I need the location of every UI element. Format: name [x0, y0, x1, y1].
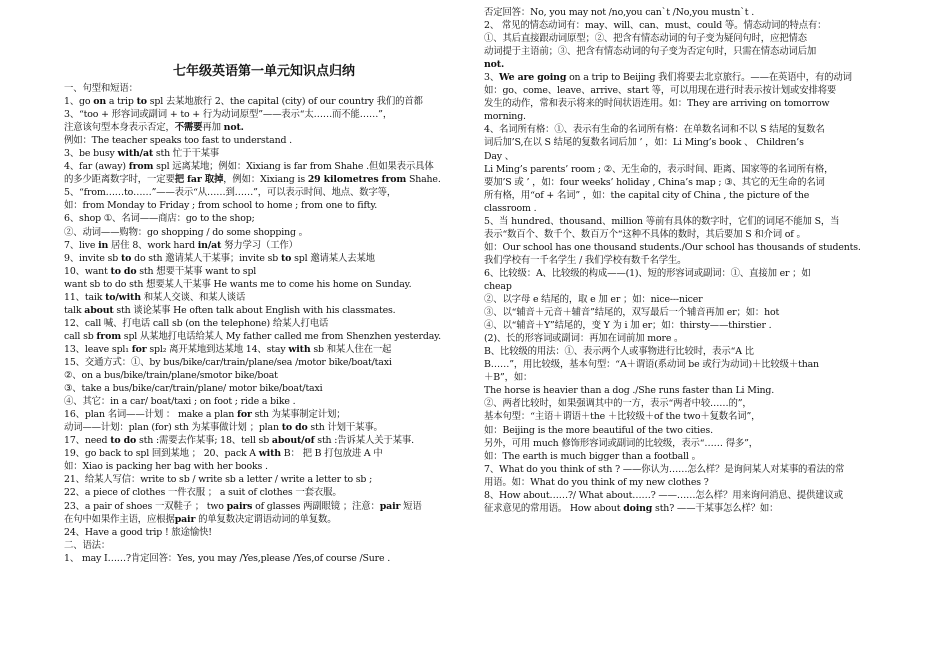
text-run: 1、go: [64, 96, 94, 108]
text-run: 4、名词所有格：①、表示有生命的名词所有格：在单数名词和不以 S 结尾的复数名: [484, 124, 825, 136]
bold-text: to do: [110, 435, 137, 447]
text-run: 的单复数决定谓语动词的单复数。: [195, 513, 337, 525]
text-run: 基本句型：“主语＋谓语＋the ＋比较级＋of the two＋复数名词”，: [484, 411, 761, 423]
text-line: [484, 397, 886, 410]
bold-text: We are going: [499, 72, 567, 84]
bold-text: pair: [174, 513, 196, 525]
bold-text: on: [93, 96, 106, 108]
text-run: The horse is heavier than a dog ./She runs faster than Li Ming.: [484, 385, 775, 397]
text-run: 否定回答：No, you may not /no,you can`t /No,you mustn`t .: [484, 7, 755, 18]
right-column: [484, 7, 886, 515]
text-run: 短语: [400, 500, 422, 512]
text-run: 如：The earth is much bigger than a football 。: [484, 450, 701, 462]
text-run: 的多少距离数字时，一定要: [64, 174, 175, 186]
text-run: of glasses 两副眼镜 ；注意：: [252, 500, 380, 512]
text-run: 表示“数百个、数千个、数百万个“这种不具体的数时，其后要加 S 和介词 of 。: [484, 228, 806, 240]
text-line: [484, 176, 886, 189]
text-line: [484, 123, 886, 136]
text-run: sb 和某人住在一起: [310, 343, 392, 355]
text-run: 二、语法：: [64, 539, 111, 551]
text-line: [64, 317, 464, 330]
text-line: [64, 226, 464, 239]
text-line: [484, 202, 886, 215]
text-run: 10、want: [64, 265, 111, 277]
text-line: [64, 369, 464, 382]
text-line: [484, 254, 886, 267]
text-run: sth 为某事制定计划；: [251, 409, 346, 421]
text-line: [484, 463, 886, 476]
text-line: [64, 173, 464, 186]
right-text-lines: [484, 6, 886, 515]
text-line: [64, 526, 464, 539]
text-line: [484, 319, 886, 332]
text-run: 词后加’S,在以 S 结尾的复数名词后加 ’ ，如：Li Ming’s book 、 Children’s: [484, 137, 804, 149]
text-run: 17、need: [64, 435, 111, 447]
text-run: ④、其它：in a car/ boat/taxi ; on foot ; ride a bike .: [64, 396, 296, 408]
text-run: ②、动词——购物：go shopping / do some shopping 。: [64, 226, 308, 238]
text-line: [484, 267, 886, 280]
text-run: 16、plan 名词——计划 ： make a plan: [64, 409, 238, 421]
text-line: [64, 95, 464, 108]
text-line: [484, 6, 886, 19]
text-line: [64, 447, 464, 460]
text-run: B……”，用比较级，基本句型：“A＋谓语(系动词 be 或行为动词)＋比较级＋than: [484, 359, 819, 371]
bold-text: with: [258, 448, 281, 460]
text-line: [64, 513, 464, 526]
text-run: 11、taik: [64, 291, 106, 303]
text-line: [484, 450, 886, 463]
text-line: [64, 500, 464, 513]
text-run: 4、far (away): [64, 161, 129, 173]
text-run: spl 远离某地；例如：Xixiang is far from Shahe .但如果表示具体: [153, 161, 434, 173]
text-run: 居住 8、work hard: [108, 239, 198, 251]
text-run: 15、交通方式：①、by bus/bike/car/train/plane/sea /motor bike/boat/taxi: [64, 356, 392, 368]
text-run: do sth 邀请某人干某事；invite sb: [131, 252, 281, 264]
text-line: [64, 134, 464, 147]
text-line: [64, 552, 464, 565]
text-run: 1、 may I……?肯定回答：Yes, you may /Yes,please /Yes,of course /Sure .: [64, 552, 391, 564]
text-line: [64, 291, 464, 304]
text-line: [484, 215, 886, 228]
text-line: [64, 539, 464, 552]
text-run: 如：Xiao is packing her bag with her books .: [64, 461, 268, 473]
text-run: 发生的动作，常和表示将来的时间状语连用。如：They are arriving on tomorrow: [484, 98, 830, 110]
text-run: 动词——计划：plan (for) sth 为某事做计划 ；plan: [64, 422, 282, 434]
text-run: talk: [64, 304, 85, 316]
bold-text: with: [288, 343, 311, 355]
text-line: [64, 108, 464, 121]
text-run: (2)、长的形容词或副词：再加在词前加 more 。: [484, 333, 684, 345]
bold-text: for: [237, 409, 252, 421]
bold-text: to: [120, 252, 132, 264]
text-run: call sb: [64, 330, 97, 342]
bold-text: about: [84, 304, 114, 316]
text-line: [484, 476, 886, 489]
bold-text: with/at: [117, 148, 154, 160]
text-line: [64, 82, 464, 95]
text-run: sth 谈论某事 He often talk about English with his classmates.: [113, 304, 396, 316]
text-line: [64, 434, 464, 447]
text-run: ，例如：Xixiang is: [223, 174, 308, 186]
text-line: [484, 32, 886, 45]
text-line: [484, 84, 886, 97]
text-line: [64, 330, 464, 343]
text-line: [484, 58, 886, 71]
text-run: 如：Beijing is the more beautiful of the two cities.: [484, 424, 713, 436]
text-line: [64, 278, 464, 291]
text-run: spl 邀请某人去某地: [291, 252, 375, 264]
text-run: 再加: [202, 122, 224, 134]
text-run: ②、on a bus/bike/train/plane/smotor bike/boat: [64, 370, 278, 382]
left-column: [64, 62, 464, 565]
text-run: ②、以字母 e 结尾的，取 e 加 er ；如：nice---nicer: [484, 294, 703, 306]
text-run: spl₂ 离开某地到达某地 14、stay: [146, 343, 289, 355]
text-run: sth :告诉某人关于某事.: [314, 435, 414, 447]
text-run: 所有格，用“of + 名词” ，如：the capital city of China , the picture of the: [484, 189, 810, 201]
text-line: [484, 384, 886, 397]
bold-text: about/of: [271, 435, 315, 447]
text-run: Day 、: [484, 150, 515, 162]
text-line: [64, 382, 464, 395]
bold-text: 不需要: [174, 122, 203, 134]
text-run: 在句中如果作主语，应根据: [64, 513, 175, 525]
text-run: ①、其后直接跟动词原型；②、把含有情态动词的句子变为疑问句时，应把情态: [484, 33, 807, 45]
text-run: 21、给某人写信：write to sb / write sb a letter / write a letter to sb ;: [64, 474, 373, 486]
text-line: [484, 110, 886, 123]
text-line: [484, 410, 886, 423]
text-line: [484, 358, 886, 371]
bold-text: not.: [484, 59, 505, 71]
left-text-lines: [64, 82, 464, 565]
text-line: [64, 304, 464, 317]
text-run: sth 忙于干某事: [153, 148, 220, 160]
text-line: [484, 136, 886, 149]
text-line: [484, 97, 886, 110]
text-run: cheap: [484, 280, 512, 292]
text-run: B： 把 B 打包放进 A 中: [280, 448, 383, 460]
text-run: 6、shop ①、名词——商店：go to the shop;: [64, 213, 255, 225]
bold-text: to: [281, 252, 292, 264]
text-line: [484, 332, 886, 345]
text-run: 动词提于主语前；③、把含有情态动词的句子变为否定句时，只需在情态动词后加: [484, 46, 817, 58]
bold-text: from: [96, 330, 121, 342]
text-line: [484, 293, 886, 306]
bold-text: from: [128, 161, 154, 173]
text-run: 22、a piece of clothes 一件衣服 ； a suit of clothes 一套衣服。: [64, 487, 342, 499]
text-line: [64, 147, 464, 160]
text-run: classroom .: [484, 202, 537, 214]
text-line: [64, 356, 464, 369]
text-run: 如：Our school has one thousand students./Our school has thousands of students.: [484, 241, 861, 253]
text-run: 8、How about……?/ What about……? ——……怎么样？用来询问消息、提供建议或: [484, 489, 843, 501]
text-run: 例如：The teacher speaks too fast to understand .: [64, 135, 292, 147]
text-run: ＋B”，如：: [484, 372, 533, 384]
text-run: 13、leave spl: [64, 343, 126, 355]
text-line: [484, 280, 886, 293]
text-run: sth 想要干某事 want to spl: [136, 265, 257, 277]
text-run: Shahe.: [406, 174, 441, 186]
text-run: ③、以“辅音＋元音＋辅音”结尾的，双写最后一个辅音再加 er；如：hot: [484, 307, 780, 319]
text-run: 19、go back to spl 回到某地 ； 20、pack A: [64, 448, 259, 460]
text-line: [64, 239, 464, 252]
text-run: 征求意见的常用语。 How about: [484, 502, 624, 514]
text-line: [64, 460, 464, 473]
text-line: [484, 371, 886, 384]
text-run: 3、be busy: [64, 148, 118, 160]
text-run: 一、句型和短语：: [64, 83, 138, 94]
text-run: sth 计划干某事。: [307, 422, 383, 434]
text-run: 要加’S 或 ’ ，如：four weeks’ holiday , China’s map ; ③、其它的无生命的名词: [484, 176, 825, 188]
text-run: 和某人交谈、和某人谈话: [140, 291, 246, 303]
text-line: [64, 160, 464, 173]
text-line: [484, 45, 886, 58]
text-run: 9、invite sb: [64, 252, 121, 264]
text-run: 7、live: [64, 239, 99, 251]
text-line: [64, 421, 464, 434]
text-run: 3、: [484, 72, 500, 84]
text-run: morning.: [484, 111, 526, 123]
text-line: [484, 424, 886, 437]
bold-text: to do: [110, 265, 137, 277]
text-line: [484, 19, 886, 32]
bold-text: to/with: [105, 291, 141, 303]
text-line: [64, 199, 464, 212]
text-run: a trip: [106, 96, 137, 108]
text-line: [64, 252, 464, 265]
text-run: 2、 常见的情态动词有：may、will、can、must、could 等。情态动词的特点有：: [484, 20, 827, 32]
text-line: [484, 71, 886, 84]
text-run: B、比较级的用法：①、表示两个人或事物进行比较时，表示“A 比: [484, 346, 754, 358]
bold-text: pair: [379, 500, 401, 512]
text-line: [64, 343, 464, 356]
text-line: [64, 486, 464, 499]
text-line: [484, 489, 886, 502]
text-line: [484, 189, 886, 202]
text-line: [64, 265, 464, 278]
text-run: 23、a pair of shoes 一双鞋子 ； two: [64, 500, 227, 512]
text-run: 如：from Monday to Friday ; from school to home ; from one to fifty.: [64, 200, 378, 212]
text-line: [64, 395, 464, 408]
text-line: [484, 241, 886, 254]
text-run: 6、比较级：A、比较级的构成——(1)、短的形容词或副词：①、直接加 er ；如: [484, 267, 811, 279]
text-run: 24、Have a good trip ! 旅途愉快!: [64, 526, 212, 538]
text-run: spl 去某地旅行 2、the capital (city) of our country 我们的首都: [146, 96, 423, 108]
text-run: 另外，可用 much 修饰形容词或副词的比较级，表示“…… 得多”，: [484, 437, 759, 449]
text-run: Li Ming’s parents’ room ; ②、无生命的，表示时间、距离、国家等的名词所有格，: [484, 163, 834, 175]
text-line: [64, 212, 464, 225]
bold-text: doing: [623, 502, 653, 514]
bold-text: 29 kilometres from: [307, 174, 407, 186]
text-run: ₁: [125, 343, 129, 355]
bold-text: not.: [223, 122, 244, 134]
bold-text: to: [136, 96, 147, 108]
text-run: 5、“from……to……”——表示“从……到……”，可以表示时间、地点、数字等，: [64, 187, 397, 199]
text-line: [484, 150, 886, 163]
text-run: ②、两者比较时，如果强调其中的一方，表示“两者中较……的”，: [484, 398, 752, 410]
bold-text: in: [98, 239, 109, 251]
bold-text: for: [131, 343, 147, 355]
text-run: 努力学习（工作）: [221, 239, 298, 251]
text-run: 12、call 喊、打电话 call sb (on the telephone) 给某人打电话: [64, 317, 329, 329]
text-run: spl 从某地打电话给某人 My father called me from Shenzhen yesterday.: [120, 330, 441, 342]
text-line: [64, 408, 464, 421]
text-run: 7、What do you think of sth ? ——你认为……怎么样？是询问某人对某事的看法的常: [484, 463, 845, 475]
text-line: [484, 345, 886, 358]
text-run: 用语。如：What do you think of my new clothes ?: [484, 476, 709, 488]
text-line: [64, 186, 464, 199]
text-run: sth :需要去作某事; 18、tell sb: [136, 435, 272, 447]
text-run: 如：go、come、leave、arrive、start 等，可以用现在进行时表示按计划或安排将要: [484, 85, 837, 97]
text-run: ④、以“辅音＋Y”结尾的，变 Y 为 i 加 er；如：thirsty——thirstier .: [484, 320, 772, 332]
document-title: 七年级英语第一单元知识点归纳: [172, 64, 355, 79]
text-line: [484, 502, 886, 515]
bold-text: 把 far 取掉: [174, 174, 224, 186]
text-line: [64, 473, 464, 486]
text-line: [484, 306, 886, 319]
text-run: 3、“too + 形容词或副词 + to + 行为动词原型”——表示“太……而不能……”，: [64, 109, 393, 121]
text-run: want sb to do sth 想要某人干某事 He wants me to come his home on Sunday.: [64, 278, 412, 290]
text-line: [484, 228, 886, 241]
bold-text: in/at: [197, 239, 222, 251]
text-line: [484, 437, 886, 450]
text-run: 我们学校有一千名学生 / 我们学校有数千名学生。: [484, 254, 687, 266]
bold-text: pairs: [226, 500, 253, 512]
text-run: 注意该句型本身表示否定，: [64, 122, 175, 134]
text-run: 5、当 hundred、thousand、million 等前有具体的数字时，它们的词尾不能加 S，当: [484, 215, 840, 227]
text-run: ③、take a bus/bike/car/train/plane/ motor bike/boat/taxi: [64, 383, 323, 395]
text-line: [64, 121, 464, 134]
bold-text: to do: [281, 422, 308, 434]
text-line: [484, 163, 886, 176]
text-run: sth? ——干某事怎么样？如：: [652, 502, 779, 514]
text-run: on a trip to Beijing 我们将要去北京旅行。——在英语中，有的动词: [566, 72, 852, 84]
